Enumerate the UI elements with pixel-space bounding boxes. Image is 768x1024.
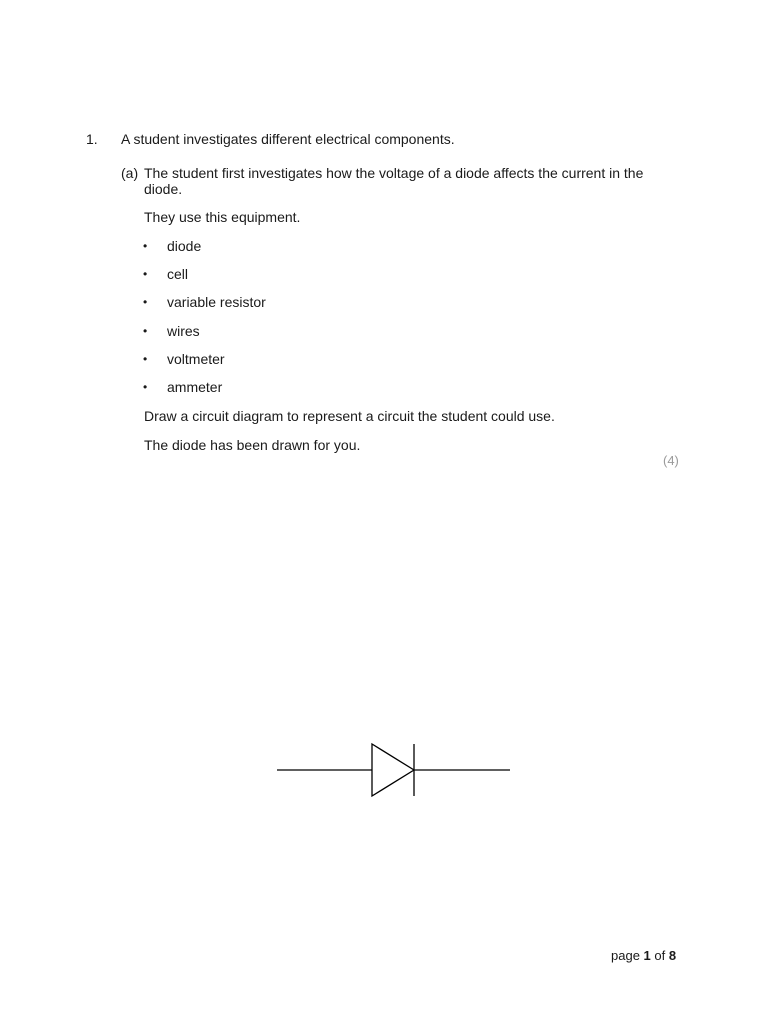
equipment-item: cell <box>167 266 189 282</box>
part-label: (a) <box>121 165 139 181</box>
equipment-item: diode <box>167 238 202 254</box>
question-number: 1. <box>86 131 98 147</box>
bullet-icon: • <box>143 380 148 394</box>
equipment-item: ammeter <box>167 379 223 395</box>
question-text: A student investigates different electrical components. <box>121 131 455 147</box>
bullet-icon: • <box>143 324 148 338</box>
footer-of: of <box>654 948 666 963</box>
diode-triangle <box>372 744 414 796</box>
instruction-draw: Draw a circuit diagram to represent a circuit the student could use. <box>144 408 555 424</box>
bullet-icon: • <box>143 352 148 366</box>
bullet-icon: • <box>143 295 148 309</box>
equipment-item: wires <box>167 323 200 339</box>
diode-symbol <box>276 740 512 800</box>
equipment-item: voltmeter <box>167 351 225 367</box>
page-footer <box>611 948 676 963</box>
footer-prefix: page <box>611 948 640 963</box>
equipment-intro: They use this equipment. <box>144 209 301 225</box>
footer-current-page: 1 <box>643 948 651 963</box>
bullet-icon: • <box>143 239 148 253</box>
part-text: The student first investigates how the voltage of a diode affects the current in the diode. <box>144 165 644 197</box>
marks-label: (4) <box>663 453 679 468</box>
footer-total-pages: 8 <box>668 948 677 963</box>
bullet-icon: • <box>143 267 148 281</box>
instruction-diode-drawn: The diode has been drawn for you. <box>144 437 361 453</box>
equipment-item: variable resistor <box>167 294 266 310</box>
